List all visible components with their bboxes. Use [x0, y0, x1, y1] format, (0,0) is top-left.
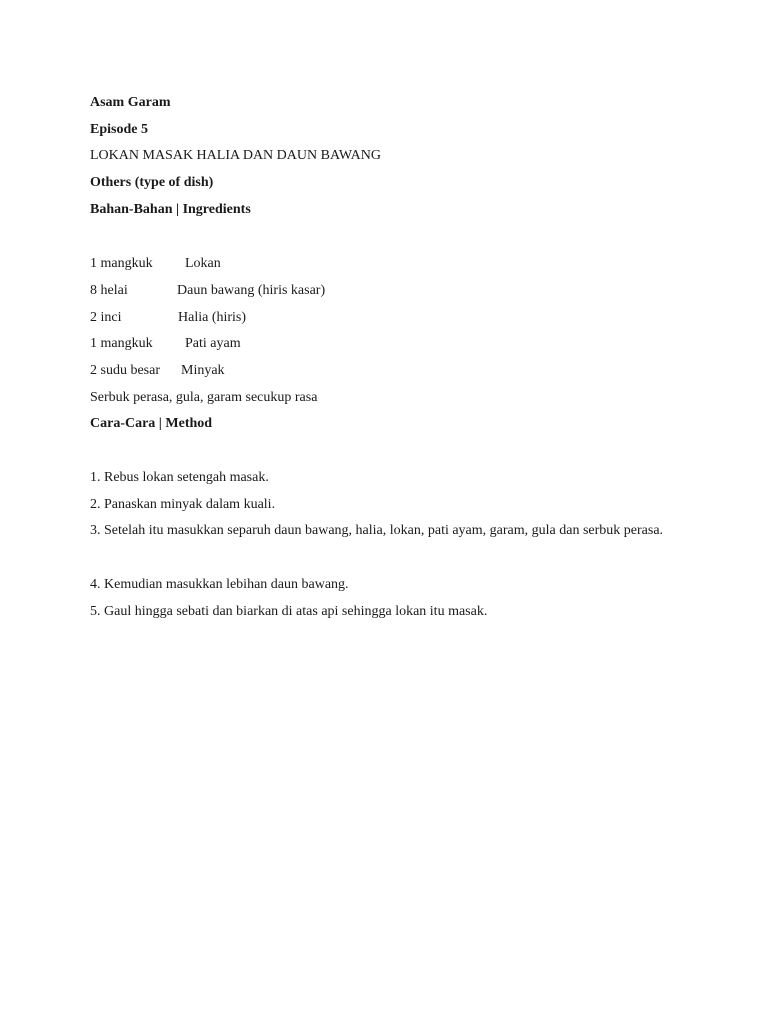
- show-title: Asam Garam: [90, 95, 171, 110]
- method-step: 4. Kemudian masukkan lebihan daun bawang.: [90, 577, 349, 592]
- dish-category: Others (type of dish): [90, 175, 214, 190]
- ingredient-row: [90, 255, 221, 273]
- ingredient-item: Minyak: [181, 363, 225, 378]
- ingredients-heading: Bahan-Bahan | Ingredients: [90, 202, 251, 217]
- method-heading: Cara-Cara | Method: [90, 416, 213, 431]
- ingredient-row: [90, 362, 225, 380]
- ingredient-row: [90, 282, 325, 300]
- ingredient-row: [90, 309, 246, 327]
- ingredient-item: Halia (hiris): [178, 310, 247, 325]
- ingredient-qty: 8 helai: [90, 283, 128, 298]
- ingredient-qty: 2 sudu besar: [90, 363, 160, 378]
- method-step: 1. Rebus lokan setengah masak.: [90, 470, 269, 485]
- ingredient-item: Lokan: [185, 256, 221, 271]
- seasoning-line: Serbuk perasa, gula, garam secukup rasa: [90, 390, 318, 405]
- ingredient-item: Pati ayam: [185, 336, 241, 351]
- ingredient-qty: 1 mangkuk: [90, 256, 153, 271]
- episode-label: Episode 5: [90, 122, 148, 137]
- method-step: 2. Panaskan minyak dalam kuali.: [90, 497, 276, 512]
- ingredient-qty: 2 inci: [90, 310, 122, 325]
- method-step: 3. Setelah itu masukkan separuh daun bawang, halia, lokan, pati ayam, garam, gula dan serbuk perasa.: [90, 523, 664, 538]
- dish-title: LOKAN MASAK HALIA DAN DAUN BAWANG: [90, 148, 381, 163]
- method-step: 5. Gaul hingga sebati dan biarkan di atas api sehingga lokan itu masak.: [90, 604, 488, 619]
- ingredient-item: Daun bawang (hiris kasar): [177, 283, 326, 298]
- ingredient-row: [90, 335, 241, 353]
- ingredient-qty: 1 mangkuk: [90, 336, 153, 351]
